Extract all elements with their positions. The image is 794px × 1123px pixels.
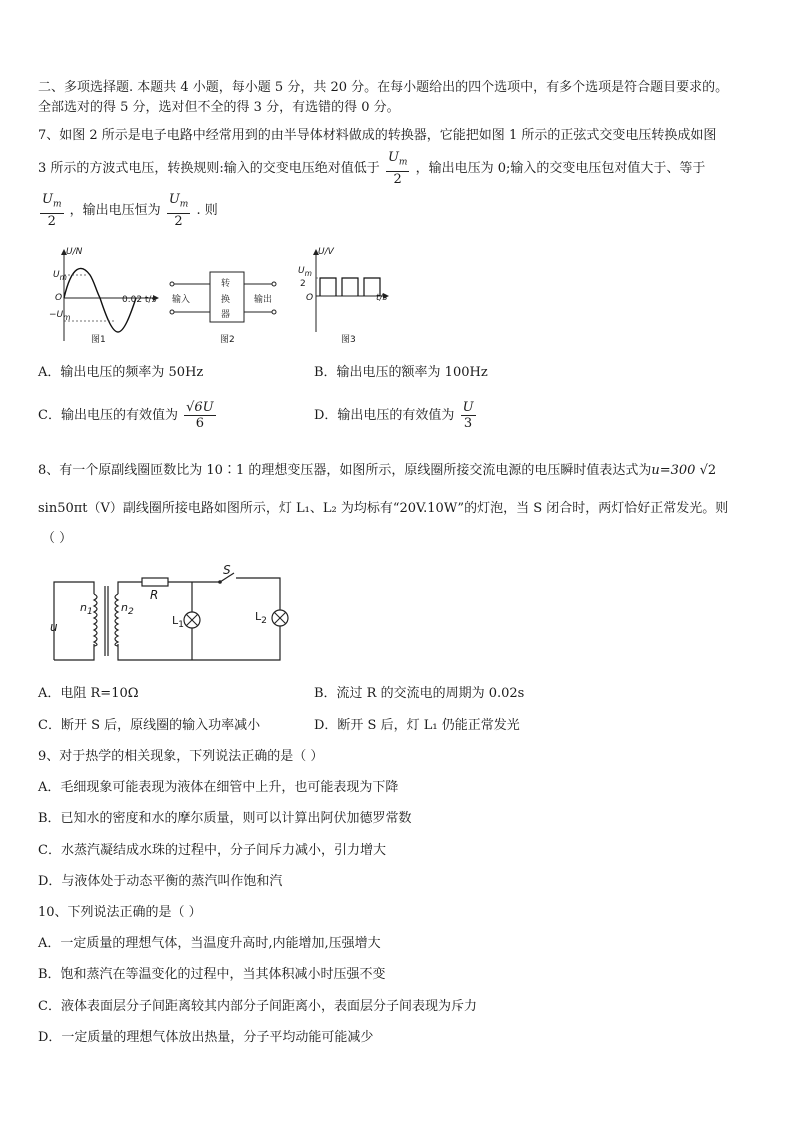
q9-option-b: B．已知水的密度和水的摩尔质量，则可以计算出阿伏加德罗常数 xyxy=(38,811,412,826)
q7-option-b: B．输出电压的额率为 100Hz xyxy=(314,365,488,380)
q10-stem: 10、下列说法正确的是（ ） xyxy=(38,905,202,920)
circuit-r-label: R xyxy=(150,588,159,602)
q7-option-d: D．输出电压的有效值为 $\frac{U}{3}$ xyxy=(314,400,474,431)
fig2-output-label: 输出 xyxy=(254,295,273,305)
fig2-box-char-2: 换 xyxy=(221,295,231,305)
q7-stem-line-3 xyxy=(38,192,218,229)
fig3-ylabel: U/V xyxy=(318,247,334,257)
fig1-t-label: 0.02 t/s xyxy=(122,295,157,305)
frac-sub: m xyxy=(52,199,62,210)
q10-option-a: A．一定质量的理想气体，当温度升高时,内能增加,压强增大 xyxy=(38,936,381,951)
circuit-n1-label: $n_1$ xyxy=(80,601,93,618)
q10-option-b: B．饱和蒸汽在等温变化的过程中，当其体积减小时压强不变 xyxy=(38,967,386,982)
q7-option-c: C．输出电压的有效值为 $\frac{√6U}{6}$ xyxy=(38,400,214,431)
circuit-l2-label: $L_2$ xyxy=(255,610,267,627)
circuit-switch-label: S xyxy=(223,563,231,577)
circuit-u-label: u xyxy=(50,620,58,634)
frac-den: 2 xyxy=(174,213,183,229)
fig1-neg-um-label: $-U_m$ xyxy=(49,310,71,322)
q8-stem-line-2: sin50πt（V）副线圈所接电路如图所示，灯 L₁、L₂ 为均标有“20V.10W”的灯泡，当 S 闭合时，两灯恰好正常发光。则 xyxy=(38,501,729,516)
section-header-line-1: 二、多项选择题. 本题共 4 小题，每小题 5 分，共 20 分。在每小题给出的四个选项中，有多个选项是符合题目要求的。 xyxy=(38,80,729,95)
q8-option-d: D．断开 S 后，灯 L₁ 仍能正常发光 xyxy=(314,718,520,733)
frac-den: 2 xyxy=(47,213,56,229)
q9-option-a: A．毛细现象可能表现为液体在细管中上升，也可能表现为下降 xyxy=(38,780,399,795)
q7-fraction-um-over-2 xyxy=(40,192,64,229)
q7-option-a: A．输出电压的频率为 50Hz xyxy=(38,365,204,380)
q9-option-d: D．与液体处于动态平衡的蒸汽叫作饱和汽 xyxy=(38,874,283,889)
q7-fraction-um-over-2 xyxy=(386,150,410,187)
figure-3-square-wave xyxy=(296,246,392,336)
fig3-caption: 图3 xyxy=(341,335,356,345)
fig1-origin: O xyxy=(55,293,63,303)
fig1-um-label: $U_m$ xyxy=(53,270,67,282)
q8-option-b: B．流过 R 的交流电的周期为 0.02s xyxy=(314,686,525,701)
fig2-box-char-3: 器 xyxy=(221,310,231,320)
q8-stem-line-1: 8、有一个原副线圈匝数比为 10∶1 的理想变压器，如图所示，原线圈所接交流电源的电压瞬时值表达式为u=300 √2 xyxy=(38,463,717,478)
q8-stem-line-3: （ ） xyxy=(42,531,73,546)
circuit-n2-label: $n_2$ xyxy=(121,601,134,618)
q7-stem-line-2 xyxy=(38,150,705,187)
q7-stem-line-2a: 3 所示的方波式电压，转换规则:输入的交变电压绝对值低于 xyxy=(38,160,380,176)
fig3-origin: O xyxy=(306,293,314,303)
fig1-caption: 图1 xyxy=(91,335,106,345)
fig2-input-label: 输入 xyxy=(172,295,191,305)
q7-stem-line-3a: ，输出电压恒为 xyxy=(69,202,161,218)
frac-den: 2 xyxy=(393,171,402,187)
frac-num: U xyxy=(168,192,180,207)
q9-stem: 9、对于热学的相关现象，下列说法正确的是（ ） xyxy=(38,749,324,764)
q7-stem-line-3b: . 则 xyxy=(196,202,218,218)
q10-option-c: C．液体表面层分子间距离较其内部分子间距离小，表面层分子间表现为斥力 xyxy=(38,999,477,1014)
fig1-ylabel: U/N xyxy=(66,247,83,257)
q7-stem-line-2b: ，输出电压为 0;输入的交变电压包对值大于、等于 xyxy=(415,160,706,176)
frac-sub: m xyxy=(398,157,408,168)
fig3-two-label: 2 xyxy=(300,279,306,289)
frac-num: U xyxy=(42,192,53,207)
fig2-caption: 图2 xyxy=(220,335,235,345)
q9-option-c: C．水蒸汽凝结成水珠的过程中，分子间斥力减小，引力增大 xyxy=(38,843,386,858)
q10-option-d: D．一定质量的理想气体放出热量，分子平均动能可能减少 xyxy=(38,1030,374,1045)
fig3-t-label: t/s xyxy=(376,293,388,303)
q8-option-c: C．断开 S 后，原线圈的输入功率减小 xyxy=(38,718,261,733)
fig2-box-char-1: 转 xyxy=(221,279,231,289)
section-header-line-2: 全部选对的得 5 分，选对但不全的得 3 分，有选错的得 0 分。 xyxy=(38,100,400,115)
q7-stem-line-1: 7、如图 2 所示是电子电路中经常用到的由半导体材料做成的转换器，它能把如图 1 所示的正弦式交变电压转换成如图 xyxy=(38,128,717,143)
frac-sub: m xyxy=(179,199,189,210)
fig3-um-label: $U_m$ xyxy=(298,266,312,278)
q8-option-a: A．电阻 R=10Ω xyxy=(38,686,139,701)
frac-num: U xyxy=(387,150,399,165)
circuit-l1-label: $L_1$ xyxy=(172,614,184,631)
q7-fraction-um-over-2 xyxy=(167,192,191,229)
